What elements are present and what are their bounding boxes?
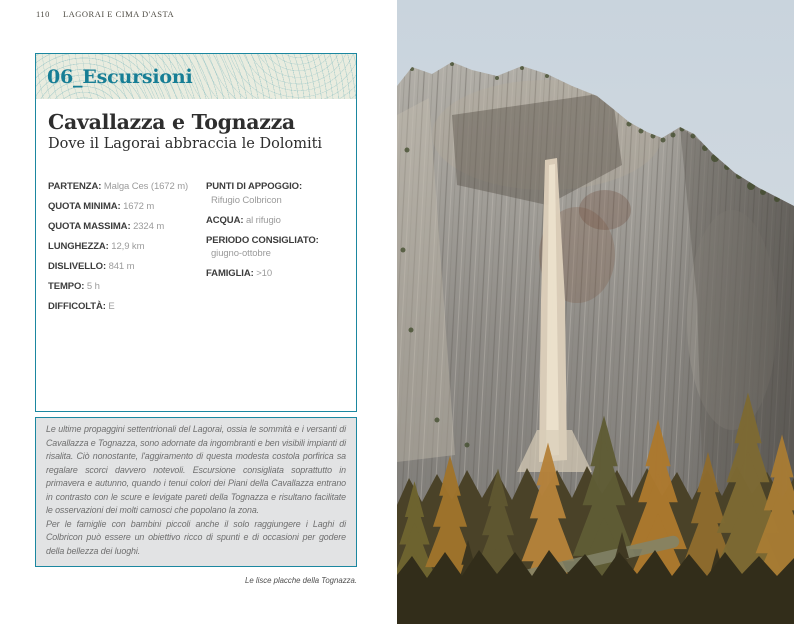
info-grid (48, 182, 344, 322)
info-field-periodo: PERIODO CONSIGLIATO: giugno-ottobre (206, 234, 319, 259)
info-field-punti-appoggio: PUNTI DI APPOGGIO: Rifugio Colbricon (206, 181, 303, 206)
info-column-right (206, 182, 344, 322)
photo-caption: Le lisce placche della Tognazza. (245, 576, 357, 585)
description-paragraph: Per le famiglie con bambini piccoli anche il solo raggiungere i Laghi di Colbricon può essere un obiettivo ricco di spunti e di occasioni per godere della bellezza dei luoghi. (46, 518, 346, 556)
info-field-partenza: PARTENZA: Malga Ces (1672 m) (48, 181, 189, 192)
excursion-card (35, 53, 357, 585)
info-field-quota-minima: QUOTA MINIMA: 1672 m (48, 201, 155, 212)
running-title: LAGORAI E CIMA D'ASTA (62, 9, 175, 19)
excursion-content (36, 99, 356, 322)
info-field-dislivello: DISLIVELLO: 841 m (48, 261, 135, 272)
info-field-difficolta: DIFFICOLTÀ: E (48, 301, 115, 312)
section-banner (36, 54, 356, 99)
page-number: 110 (36, 9, 50, 19)
mountain-photo (397, 0, 794, 624)
info-field-acqua: ACQUA: al rifugio (206, 214, 281, 226)
info-field-famiglia: FAMIGLIA: >10 (206, 268, 273, 279)
section-title: 06_Escursioni (47, 65, 193, 88)
excursion-subtitle: Dove il Lagorai abbraccia le Dolomiti (48, 136, 323, 152)
excursion-info-box (35, 53, 357, 412)
excursion-title: Cavallazza e Tognazza (48, 110, 295, 134)
description-box (35, 417, 357, 567)
info-field-lunghezza: LUNGHEZZA: 12,9 km (48, 241, 145, 252)
page-header (36, 9, 174, 19)
info-field-tempo: TEMPO: 5 h (48, 281, 100, 292)
info-column-left (48, 182, 206, 322)
info-field-quota-massima: QUOTA MASSIMA: 2324 m (48, 221, 165, 232)
description-paragraph: Le ultime propaggini settentrionali del Lagorai, ossia le sommità e i versanti di Cavallazza e Tognazza, sono adornate da ingombranti e ben visibili impianti di risalita. Ciò nonostante, l'aggiramento di questa modesta costola porfirica sa regalare scorci davvero notevoli. Escursione consigliata soprattutto in primavera e autunno, quando i tenui colori dei Piani della Cavallazza entrano in contrasto con le scure e levigate pareti della Tognazza e risultano facilitate le osservazioni dei molti camosci che popolano la zona. (46, 424, 346, 515)
mountain-photo-art (397, 0, 794, 624)
